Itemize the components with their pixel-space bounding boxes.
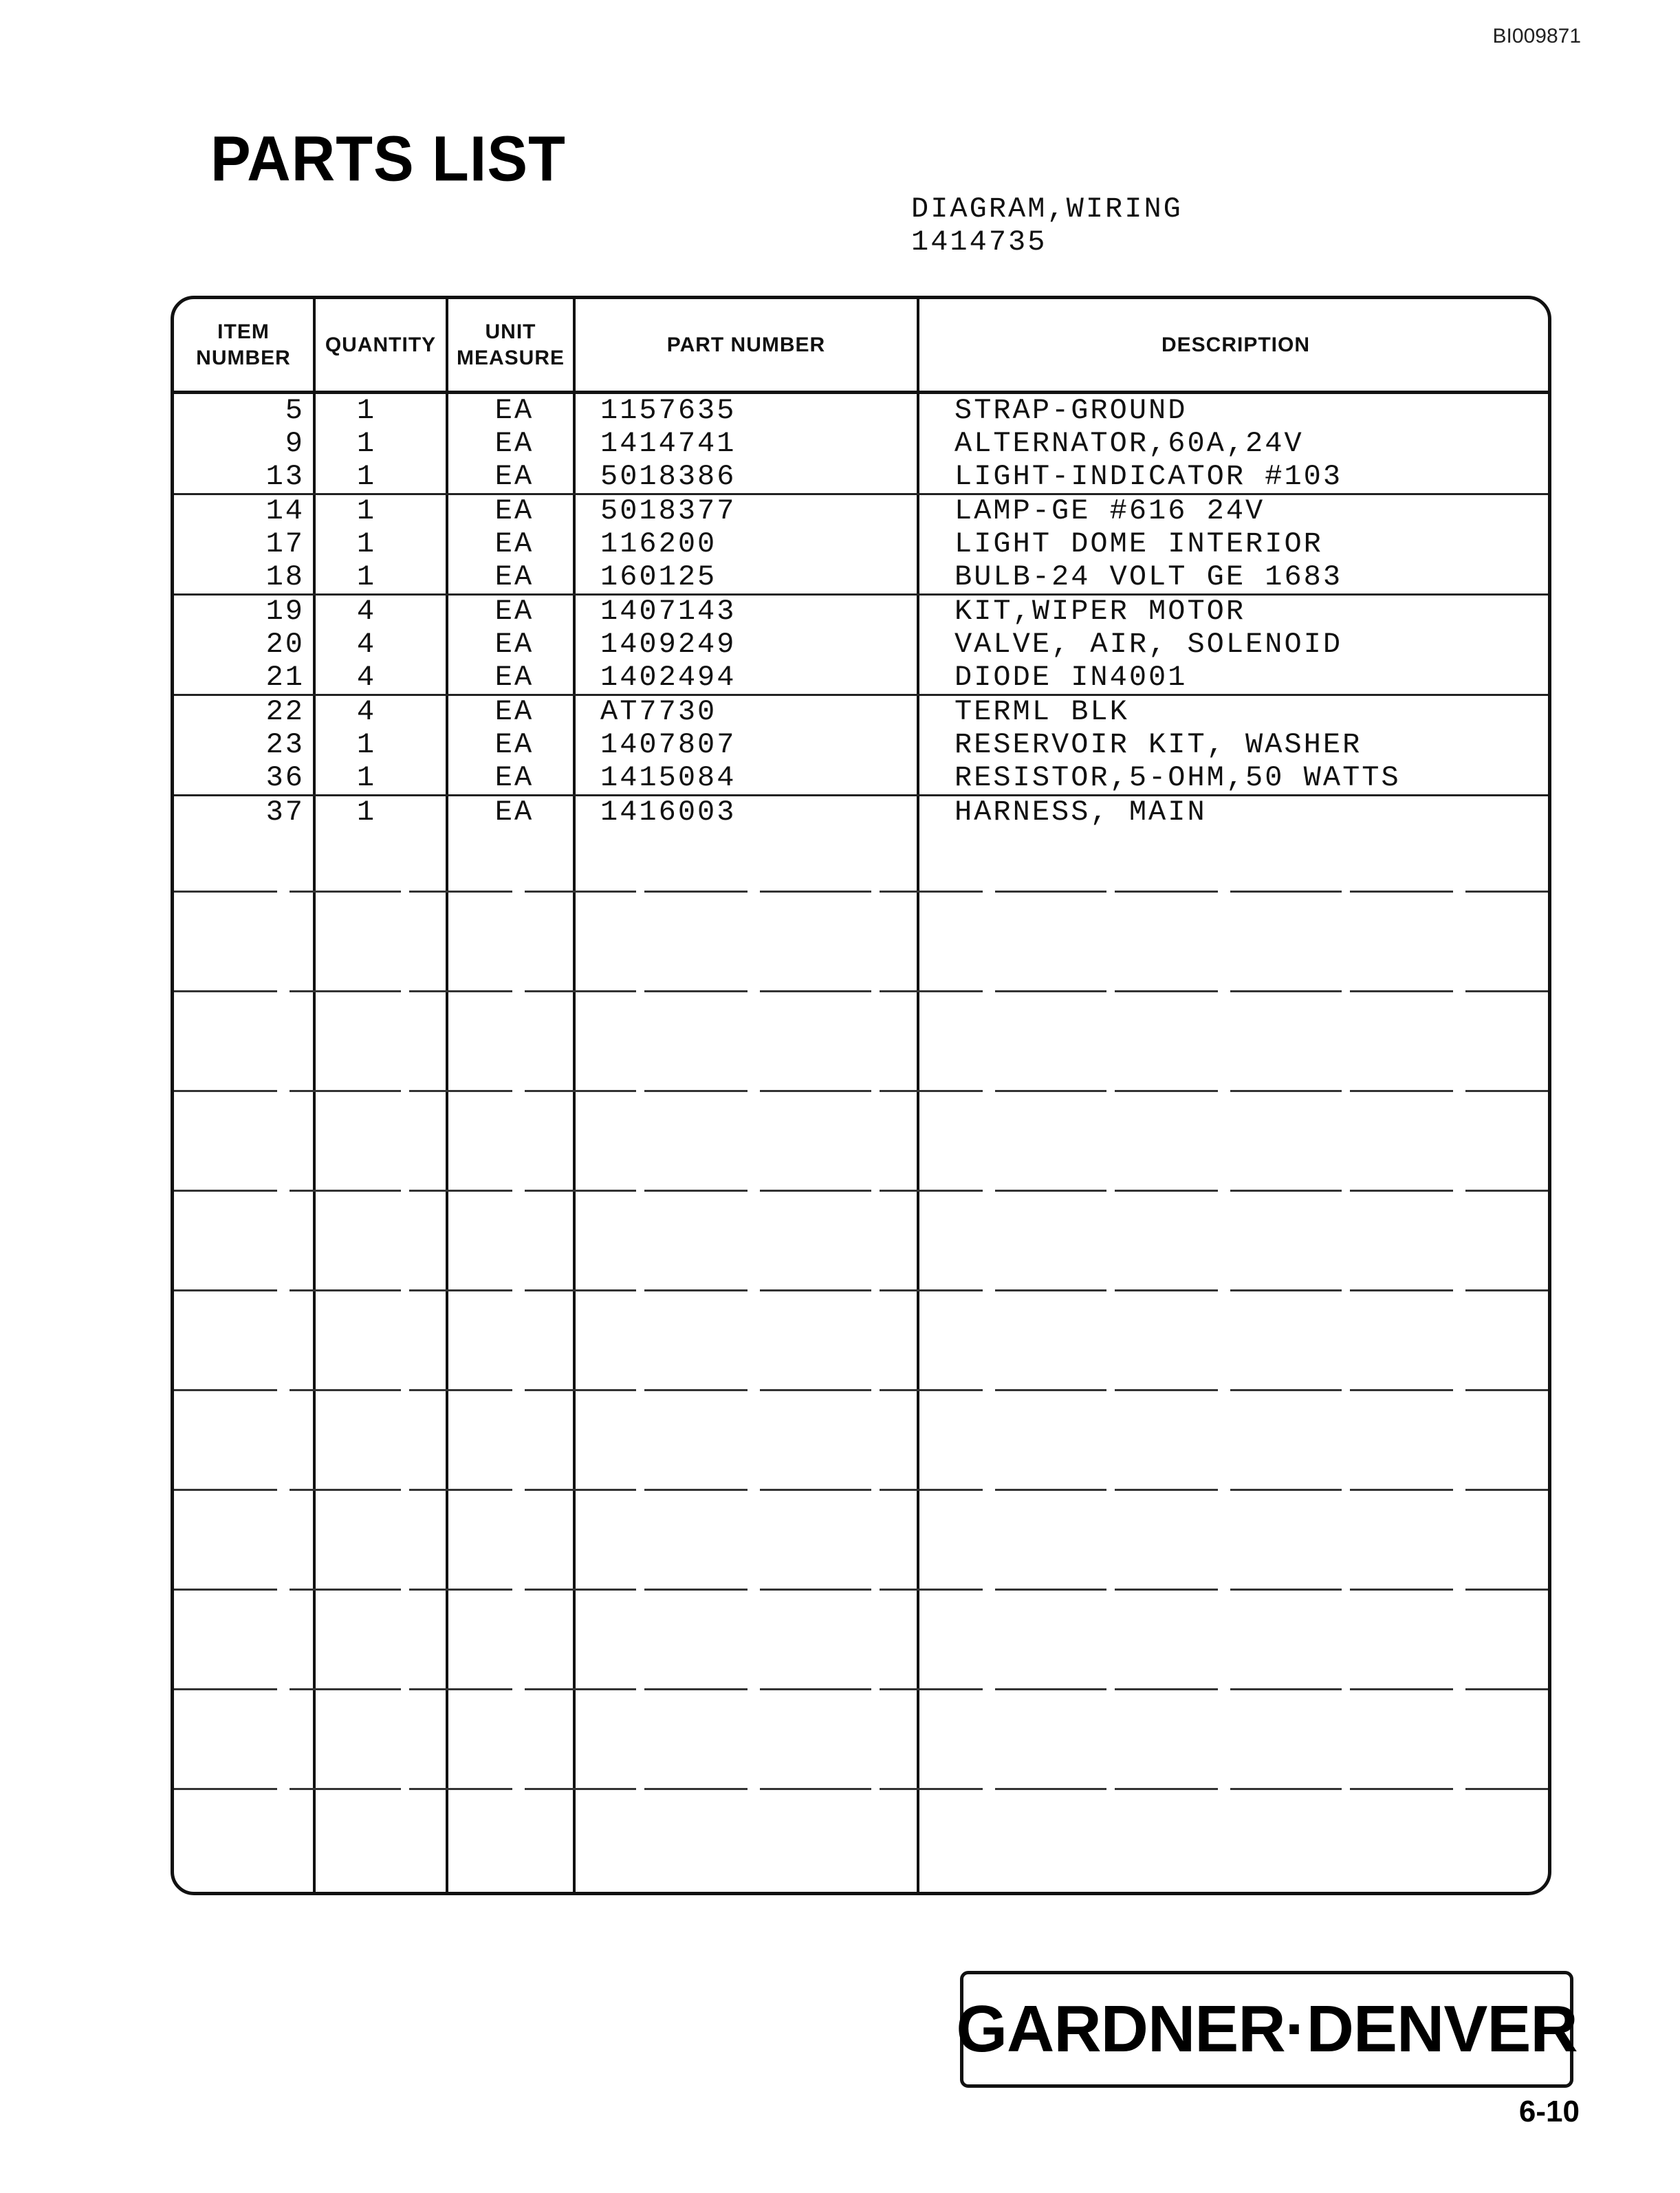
unit-measure: EA (494, 661, 534, 694)
item-number: 37 (265, 796, 305, 829)
quantity: 4 (356, 695, 377, 728)
item-number: 5 (285, 394, 305, 427)
header-quantity: QUANTITY (325, 333, 437, 356)
part-number: 1402494 (600, 661, 737, 694)
item-number: 9 (285, 427, 305, 460)
item-number: 18 (265, 560, 305, 593)
item-number: 20 (265, 628, 305, 661)
part-number: 1409249 (600, 628, 737, 661)
brand-name: GARDNER·DENVER (956, 1992, 1578, 2066)
empty-row-divider (174, 1190, 1548, 1192)
table-row (174, 494, 1548, 527)
empty-row-divider (174, 1289, 1548, 1291)
empty-row-divider (174, 1788, 1548, 1790)
part-number: 116200 (600, 527, 717, 560)
part-number: 1415084 (600, 761, 737, 794)
part-number: 1416003 (600, 796, 737, 829)
item-number: 14 (265, 494, 305, 527)
part-number: 1414741 (600, 427, 737, 460)
unit-measure: EA (494, 494, 534, 527)
quantity: 1 (356, 796, 377, 829)
description: RESERVOIR KIT, WASHER (954, 728, 1362, 761)
header-item-number: ITEM NUMBER (196, 320, 291, 369)
description: LAMP-GE #616 24V (954, 494, 1265, 527)
part-number: 1157635 (600, 394, 737, 427)
header-unit-measure: UNIT MEASURE (456, 320, 565, 369)
item-number: 22 (265, 695, 305, 728)
document-id: BI009871 (1492, 25, 1581, 47)
table-row (174, 394, 1548, 427)
empty-row-divider (174, 891, 1548, 893)
quantity: 4 (356, 661, 377, 694)
table-row (174, 728, 1548, 761)
unit-measure: EA (494, 628, 534, 661)
table-row (174, 661, 1548, 694)
unit-measure: EA (494, 728, 534, 761)
table-row (174, 761, 1548, 794)
page-number: 6-10 (1518, 2095, 1580, 2128)
quantity: 1 (356, 527, 377, 560)
unit-measure: EA (494, 595, 534, 628)
quantity: 4 (356, 628, 377, 661)
diagram-number: 1414735 (911, 226, 1047, 259)
description: STRAP-GROUND (954, 394, 1188, 427)
table-row (174, 628, 1548, 661)
quantity: 1 (356, 460, 377, 493)
table-row (174, 527, 1548, 560)
unit-measure: EA (494, 394, 534, 427)
description: TERML BLK (954, 695, 1129, 728)
description: HARNESS, MAIN (954, 796, 1207, 829)
empty-row-divider (174, 1090, 1548, 1092)
description: VALVE, AIR, SOLENOID (954, 628, 1343, 661)
description: BULB-24 VOLT GE 1683 (954, 560, 1343, 593)
empty-row-divider (174, 990, 1548, 992)
part-number: 1407143 (600, 595, 737, 628)
description: LIGHT DOME INTERIOR (954, 527, 1323, 560)
description: KIT,WIPER MOTOR (954, 595, 1246, 628)
diagram-info (911, 193, 1183, 259)
table-row (174, 560, 1548, 593)
part-number: 1407807 (600, 728, 737, 761)
table-row (174, 595, 1548, 628)
quantity: 1 (356, 761, 377, 794)
quantity: 4 (356, 595, 377, 628)
empty-row-divider (174, 1589, 1548, 1591)
quantity: 1 (356, 560, 377, 593)
parts-table (171, 296, 1551, 1895)
part-number: 5018377 (600, 494, 737, 527)
header-part-number: PART NUMBER (666, 333, 826, 356)
table-row (174, 427, 1548, 460)
empty-row-divider (174, 1688, 1548, 1690)
table-row (174, 695, 1548, 728)
page-title: PARTS LIST (210, 122, 566, 195)
description: RESISTOR,5-OHM,50 WATTS (954, 761, 1401, 794)
description: DIODE IN4001 (954, 661, 1188, 694)
quantity: 1 (356, 728, 377, 761)
unit-measure: EA (494, 761, 534, 794)
table-row (174, 796, 1548, 829)
diagram-name: DIAGRAM,WIRING (911, 193, 1183, 226)
empty-row-divider (174, 1489, 1548, 1491)
item-number: 13 (265, 460, 305, 493)
item-number: 19 (265, 595, 305, 628)
unit-measure: EA (494, 527, 534, 560)
item-number: 23 (265, 728, 305, 761)
quantity: 1 (356, 427, 377, 460)
part-number: AT7730 (600, 695, 717, 728)
unit-measure: EA (494, 560, 534, 593)
item-number: 17 (265, 527, 305, 560)
unit-measure: EA (494, 796, 534, 829)
description: LIGHT-INDICATOR #103 (954, 460, 1343, 493)
unit-measure: EA (494, 427, 534, 460)
unit-measure: EA (494, 460, 534, 493)
item-number: 21 (265, 661, 305, 694)
brand-logo (956, 1971, 1578, 2088)
part-number: 160125 (600, 560, 717, 593)
item-number: 36 (265, 761, 305, 794)
description: ALTERNATOR,60A,24V (954, 427, 1304, 460)
part-number: 5018386 (600, 460, 737, 493)
quantity: 1 (356, 394, 377, 427)
header-description: DESCRIPTION (1161, 333, 1311, 356)
unit-measure: EA (494, 695, 534, 728)
quantity: 1 (356, 494, 377, 527)
empty-row-divider (174, 1389, 1548, 1391)
table-row (174, 460, 1548, 493)
